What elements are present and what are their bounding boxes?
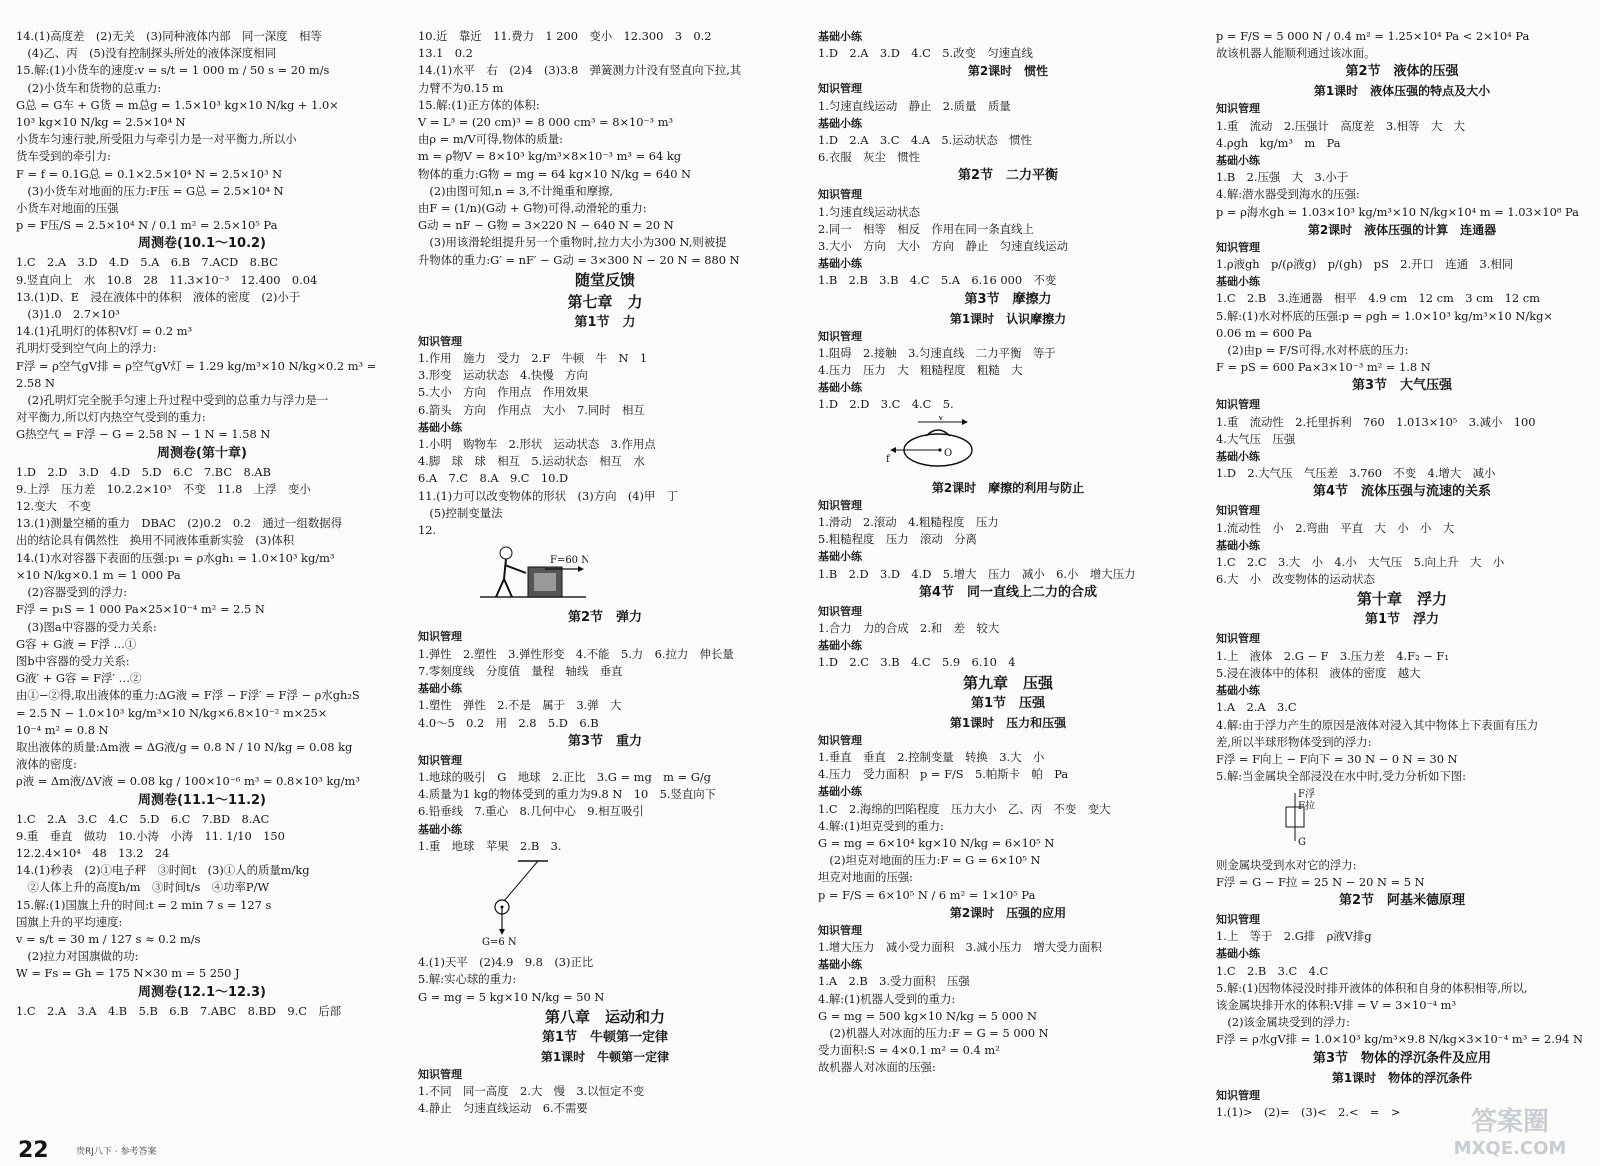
answer-line: (3)用该滑轮组提升另一个重物时,拉力大小为300 N,则被提 (418, 235, 727, 250)
answer-line: 5.解:(1)因物体浸没时排开液体的体积和自身的体积相等,所以, (1216, 980, 1528, 995)
answer-line: 1.B 2.D 3.D 4.D 5.增大 压力 减小 6.小 增大压力 (818, 566, 1136, 581)
answer-line: (2)坦克对地面的压力:F = G = 6×10⁵ N (818, 853, 1041, 868)
buoyancy-label: F浮 (1298, 789, 1315, 801)
answer-line: 1.C 2.B 3.连通器 相平 4.9 cm 12 cm 3 cm 12 cm (1216, 291, 1540, 306)
answer-line: 4.ρgh kg/m³ m Pa (1216, 135, 1341, 150)
answer-line: 由ρ = m/V可得,物体的质量: (418, 132, 563, 147)
lesson-heading: 第2课时 压强的应用 (949, 905, 1067, 920)
lesson-heading: 第2课时 惯性 (967, 64, 1049, 79)
answer-line: 升物体的重力:G′ = nF′ − G动 = 3×300 N − 20 N = 880 N (418, 252, 740, 267)
answer-line: 0.06 m = 600 Pa (1216, 325, 1312, 340)
answer-line: 12.变大 不变 (16, 499, 92, 514)
column-2 (418, 28, 792, 1136)
answer-line: 10⁻⁴ m² = 0.8 N (16, 722, 109, 737)
answer-line: 14.(1)孔明灯的体积V灯 = 0.2 m³ (16, 324, 193, 339)
answer-line: 4.静止 匀速直线运动 6.不需要 (418, 1101, 588, 1116)
subsection-label: 基础小练 (818, 550, 862, 564)
subsection-label: 知识管理 (1216, 912, 1260, 926)
answer-line: G = mg = 500 kg×10 N/kg = 5 000 N (818, 1008, 1037, 1023)
subsection-label: 知识管理 (818, 923, 862, 937)
answer-line: 1.(1)> (2)= (3)< 2.< = > (1216, 1104, 1401, 1119)
subsection-label: 知识管理 (1216, 504, 1260, 518)
answer-line: 差,所以半球形物体受到的浮力: (1216, 734, 1372, 749)
friction-label: f (886, 453, 890, 465)
answer-line: 图b中容器的受力关系: (16, 653, 130, 668)
answer-line: 1.重 流动性 2.托里拆利 760 1.013×10⁵ 3.减小 100 (1216, 414, 1536, 429)
section-heading: 第2节 阿基米德原理 (1338, 892, 1466, 908)
answer-line: 13.1 0.2 (418, 46, 473, 61)
footer-note: 贵RJ八下 · 参考答案 (76, 1147, 157, 1157)
lesson-heading: 第1课时 物体的浮沉条件 (1331, 1070, 1473, 1085)
answer-line: 12.2.4×10⁴ 48 13.2 24 (16, 845, 170, 860)
answer-line: G容 + G液 = F浮 …① (16, 636, 137, 651)
answer-line: 1.作用 施力 受力 2.F 牛顿 牛 N 1 (418, 351, 648, 366)
answer-line: 1.A 2.A 3.C (1216, 700, 1297, 715)
section-heading: 周测卷(12.1～12.3) (137, 984, 267, 1000)
answer-line: p = ρ海水gh = 1.03×10³ kg/m³×10 N/kg×10⁴ m = 1.03×10⁸ Pa (1216, 204, 1579, 219)
answer-line: 该金属块排开水的体积:V排 = V = 3×10⁻⁴ m³ (1216, 997, 1457, 1012)
lesson-heading: 第1课时 牛顿第一定律 (540, 1049, 670, 1064)
subsection-label: 知识管理 (1216, 102, 1260, 116)
subsection-label: 基础小练 (818, 381, 862, 395)
answer-line: 4.质量为1 kg的物体受到的重力为9.8 N 10 5.竖直向下 (418, 787, 717, 802)
answer-line: 4.解:由于浮力产生的原因是液体对浸入其中物体上下表面有压力 (1216, 717, 1539, 732)
answer-line: 4.解:(1)机器人受到的重力: (818, 991, 956, 1006)
answer-line: G液′ + G容 = F浮′ …② (16, 671, 142, 686)
answer-line: 1.重 流动 2.压强计 高度差 3.相等 大 大 (1216, 118, 1466, 133)
answer-line: 5.大小 方向 作用点 作用效果 (418, 385, 589, 400)
answer-line: 力臂不为0.15 m (418, 80, 504, 95)
answer-line: 13.(1)D、E 浸在液体中的体积 液体的密度 (2)小于 (16, 289, 301, 304)
answer-line: 4.大气压 压强 (1216, 431, 1296, 446)
question-line: 1.重 地球 苹果 2.B 3. (418, 838, 562, 853)
answer-line: 液体的密度: (16, 757, 77, 772)
answer-line: (2)容器受到的浮力: (16, 585, 128, 600)
answer-line: F = f = 0.1G总 = 0.1×2.5×10⁴ N = 2.5×10³ N (16, 166, 283, 181)
question-line: 12. (418, 523, 437, 538)
chapter-heading: 第十章 浮力 (1356, 590, 1447, 609)
answer-line: 9.竖直向上 水 10.8 28 11.3×10⁻³ 12.400 0.04 (16, 272, 318, 287)
answer-line: W = Fs = Gh = 175 N×30 m = 5 250 J (16, 966, 240, 981)
section-heading: 第3节 大气压强 (1351, 378, 1453, 394)
subsection-label: 基础小练 (818, 785, 862, 799)
answer-line: 10³ kg×10 N/kg = 2.5×10⁴ N (16, 115, 186, 130)
answer-line: 2.同一 相等 相反 作用在同一条直线上 (818, 221, 1034, 236)
chapter-heading: 第七章 力 (567, 292, 643, 311)
answer-line: G = mg = 5 kg×10 N/kg = 50 N (418, 989, 605, 1004)
answer-line: 11.(1)力可以改变物体的形状 (3)方向 (4)甲 丁 (418, 488, 679, 503)
answer-line: 1.C 2.C 3.大 小 4.小 大气压 5.向上升 大 小 (1216, 555, 1505, 570)
subsection-label: 基础小练 (818, 116, 862, 130)
section-heading: 第3节 摩擦力 (964, 291, 1052, 307)
answer-line: p = F/S = 5 000 N / 0.4 m² = 1.25×10⁴ Pa < 2×10⁴ Pa (1216, 29, 1530, 43)
answer-line: 1.B 2.B 3.B 4.C 5.A 6.16 000 不变 (818, 273, 1057, 288)
answer-line: 4.0～5 0.2 用 2.8 5.D 6.B (418, 715, 599, 730)
answer-line: 1.B 2.压强 大 3.小于 (1216, 170, 1349, 185)
answer-line: 1.滑动 2.滚动 4.粗糙程度 压力 (818, 515, 999, 530)
lesson-heading: 第1课时 压力和压强 (949, 715, 1067, 730)
answer-line: F浮 = p₁S = 1 000 Pa×25×10⁻⁴ m² = 2.5 N (16, 602, 265, 617)
lesson-heading: 第1课时 液体压强的特点及大小 (1313, 84, 1491, 99)
center-label: O (944, 447, 953, 459)
subsection-label: 基础小练 (1216, 684, 1260, 698)
answer-line: (5)控制变量法 (418, 505, 503, 520)
answer-line: 15.解:(1)国旗上升的时间:t = 2 min 7 s = 127 s (16, 897, 272, 912)
answer-line: 坦克对地面的压强: (818, 870, 913, 885)
answer-line: V = L³ = (20 cm)³ = 8 000 cm³ = 8×10⁻³ m³ (418, 115, 674, 130)
subsection-label: 知识管理 (818, 604, 862, 618)
answer-line: (2)小货车和货物的总重力: (16, 80, 162, 95)
answer-line: 5.浸在液体中的体积 液体的密度 越大 (1216, 665, 1421, 680)
section-heading: 周测卷(第十章) (157, 445, 247, 461)
section-heading: 第4节 同一直线上二力的合成 (918, 584, 1098, 600)
push-figure (478, 541, 588, 601)
answer-line: (2)孔明灯完全脱手匀速上升过程中受到的总重力与浮力是一 (16, 393, 329, 408)
answer-line: 则金属块受到水对它的浮力: (1216, 857, 1357, 872)
answer-line: (2)该金属块受到的浮力: (1216, 1015, 1350, 1030)
subsection-label: 知识管理 (1216, 1088, 1260, 1102)
answer-line: 小货车对地面的压强 (16, 201, 119, 216)
answer-line: 5.粗糙程度 压力 滚动 分离 (818, 532, 977, 547)
answer-line: 国旗上升的平均速度: (16, 914, 123, 929)
answer-line: ×10 N/kg×0.1 m = 1 000 Pa (16, 567, 181, 582)
section-heading: 第1节 力 (574, 314, 636, 330)
answer-line: 2.58 N (16, 375, 55, 390)
answer-line: 故该机器人能顺利通过该冰面。 (1216, 46, 1376, 61)
answer-line: 取出液体的质量:Δm液 = ΔG液/g = 0.8 N / 10 N/kg = 0.08 kg (16, 739, 353, 754)
curl-figure (878, 416, 998, 472)
subsection-label: 基础小练 (818, 639, 862, 653)
subsection-label: 基础小练 (418, 420, 462, 434)
answer-line: 1.ρ液gh p/(ρ液g) p/(gh) pS 2.开口 连通 3.相同 (1216, 257, 1514, 272)
answer-line: 1.匀速直线运动状态 (818, 204, 920, 219)
answer-line: 1.流动性 小 2.弯曲 平直 大 小 小 大 (1216, 520, 1455, 535)
answer-line: F浮 = ρ空气gV排 = ρ空气gV灯 = 1.29 kg/m³×10 N/kg×0.2 m³ = (16, 358, 377, 373)
subsection-label: 基础小练 (818, 958, 862, 972)
lesson-heading: 第2课时 摩擦的利用与防止 (931, 480, 1085, 495)
lesson-heading: 第2课时 液体压强的计算 连通器 (1307, 222, 1497, 237)
answer-line: 3.大小 方向 大小 方向 静止 匀速直线运动 (818, 239, 1069, 254)
answer-line: F浮 = F向上 − F向下 = 30 N − 0 N = 30 N (1216, 751, 1458, 766)
answer-line: 10.近 靠近 11.费力 1 200 变小 12.300 3 0.2 (418, 29, 712, 43)
answer-line: 1.小明 购物车 2.形状 运动状态 3.作用点 (418, 437, 656, 452)
answer-line: 4.压力 压力 大 粗糙程度 粗糙 大 (818, 363, 1023, 378)
ball-figure (478, 857, 568, 947)
section-heading: 第3节 物体的浮沉条件及应用 (1312, 1050, 1492, 1066)
chapter-heading: 随堂反馈 (574, 270, 635, 289)
answer-line: 1.匀速直线运动 静止 2.质量 质量 (818, 98, 1011, 113)
question-line: 1.D 2.D 3.C 4.C 5. (818, 397, 954, 412)
answer-line: 9.上浮 压力差 10.2.2×10³ 不变 11.8 上浮 变小 (16, 481, 311, 496)
answer-line: 7.零刻度线 分度值 量程 轴线 垂直 (418, 663, 623, 678)
answer-line: (3)图a中容器的受力关系: (16, 619, 157, 634)
section-heading: 第2节 弹力 (567, 610, 643, 626)
answer-line: 1.不同 同一高度 2.大 慢 3.以恒定不变 (418, 1083, 645, 1098)
answer-line: 1.上 液体 2.G − F 3.压力差 4.F₂ − F₁ (1216, 648, 1449, 663)
subsection-label: 基础小练 (418, 682, 462, 696)
answer-line: 4.解:(1)坦克受到的重力: (818, 818, 944, 833)
weight-label: G (1298, 837, 1306, 849)
answer-line: 1.塑性 弹性 2.不是 属于 3.弹 大 (418, 698, 622, 713)
answer-line: 14.(1)水对容器下表面的压强:p₁ = ρ水gh₁ = 1.0×10³ kg/m³ (16, 550, 335, 565)
answer-line: 1.地球的吸引 G 地球 2.正比 3.G = mg m = G/g (418, 769, 711, 784)
answer-line: 1.C 2.海绵的凹陷程度 压力大小 乙、丙 不变 变大 (818, 801, 1111, 816)
answer-line: 1.C 2.B 3.C 4.C (1216, 963, 1329, 978)
answer-line: 1.合力 力的合成 2.和 差 较大 (818, 621, 1000, 636)
answer-line: 1.D 2.A 3.C 4.A 5.运动状态 惯性 (818, 133, 1032, 148)
section-heading: 第2节 液体的压强 (1345, 64, 1459, 80)
answer-line: p = F压/S = 2.5×10⁴ N / 0.1 m² = 2.5×10⁵ Pa (16, 218, 278, 233)
answer-line: 13.(1)测量空桶的重力 DBAC (2)0.2 0.2 通过一组数据得 (16, 516, 343, 531)
subsection-label: 知识管理 (818, 329, 862, 343)
answer-line: 小货车匀速行驶,所受阻力与牵引力是一对平衡力,所以小 (16, 132, 297, 147)
answer-line: (2)机器人对冰面的压力:F = G = 5 000 N (818, 1025, 1049, 1040)
section-heading: 第2节 二力平衡 (957, 168, 1059, 184)
answer-line: 1.C 2.A 3.A 4.B 5.B 6.B 7.ABC 8.BD 9.C 后部 (16, 1003, 342, 1018)
answer-line: 6.箭头 方向 作用点 大小 7.同时 相互 (418, 402, 645, 417)
answer-line: 15.解:(1)正方体的体积: (418, 97, 540, 112)
section-heading: 第3节 重力 (567, 733, 643, 749)
answer-line: ②人体上升的高度h/m ③时间t/s ④功率P/W (16, 880, 270, 895)
subsection-label: 基础小练 (1216, 947, 1260, 961)
subsection-label: 基础小练 (818, 30, 862, 43)
answer-line: 9.重 垂直 做功 10.小涛 小涛 11. 1/10 150 (16, 828, 285, 843)
answer-line: F浮 = G − F拉 = 25 N − 20 N = 5 N (1216, 874, 1425, 889)
answer-line: G热空气 = F浮 − G = 2.58 N − 1 N = 1.58 N (16, 427, 271, 442)
subsection-label: 知识管理 (1216, 398, 1260, 412)
subsection-label: 知识管理 (818, 82, 862, 96)
answer-line: 1.上 等于 2.G排 ρ液V排g (1216, 929, 1372, 944)
subsection-label: 知识管理 (418, 1067, 462, 1081)
answer-line: (2)由图可知,n = 3,不计绳重和摩擦, (418, 183, 614, 198)
section-heading: 第1节 牛顿第一定律 (541, 1029, 669, 1045)
answer-line: 14.(1)秒表 (2)①电子秤 ③时间t (3)①人的质量m/kg (16, 863, 310, 878)
chapter-heading: 第八章 运动和力 (544, 1007, 665, 1026)
answer-line: 6.A 7.C 8.A 9.C 10.D (418, 471, 569, 486)
lesson-heading: 第1课时 认识摩擦力 (949, 311, 1067, 326)
answer-line: 1.D 2.C 3.B 4.C 5.9 6.10 4 (818, 655, 1016, 670)
answer-line: 由F = (1/n)(G动 + G物)可得,动滑轮的重力: (418, 201, 647, 216)
answer-line: p = F/S = 6×10⁵ N / 6 m² = 1×10⁵ Pa (818, 887, 1036, 902)
answer-line: F浮 = ρ水gV排 = 1.0×10³ kg/m³×9.8 N/kg×3×10⁻⁴ m³ = 2.94 N (1216, 1032, 1584, 1047)
answer-line: 14.(1)高度差 (2)无关 (3)同种液体内部 同一深度 相等 (16, 29, 322, 43)
answer-line: (3)1.0 2.7×10³ (16, 307, 120, 322)
answer-line: 对平衡力,所以灯内热空气受到的重力: (16, 410, 206, 425)
answer-line: G动 = nF − G物 = 3×220 N − 640 N = 20 N (418, 218, 674, 233)
answer-line: 1.C 2.A 3.D 4.D 5.A 6.B 7.ACD 8.BC (16, 255, 278, 270)
answer-line: 1.阻碍 2.接触 3.匀速直线 二力平衡 等于 (818, 345, 1056, 360)
answer-line: 15.解:(1)小货车的速度:v = s/t = 1 000 m / 50 s = 20 m/s (16, 63, 330, 78)
section-heading: 第4节 流体压强与流速的关系 (1312, 484, 1492, 500)
answer-line: F = pS = 600 Pa×3×10⁻³ m² = 1.8 N (1216, 360, 1431, 375)
subsection-label: 知识管理 (418, 334, 462, 348)
subsection-label: 基础小练 (818, 257, 862, 271)
answer-line: 出的结论具有偶然性 换用不同液体重新实验 (3)体积 (16, 533, 295, 548)
answer-line: 由①−②得,取出液体的重力:ΔG液 = F浮 − F浮′ = F浮 − ρ水gh₂S (16, 688, 360, 703)
answer-line: 14.(1)水平 右 (2)4 (3)3.8 弹簧测力计没有竖直向下拉,其 (418, 63, 742, 78)
answer-line: 货车受到的牵引力: (16, 149, 111, 164)
section-heading: 第1节 浮力 (1364, 612, 1440, 628)
answer-line: m = ρ物V = 8×10³ kg/m³×8×10⁻³ m³ = 64 kg (418, 149, 682, 164)
chapter-heading: 第九章 压强 (962, 673, 1053, 692)
gravity-label: G=6 N (482, 936, 517, 947)
column-4 (1216, 28, 1588, 1136)
subsection-label: 知识管理 (418, 753, 462, 767)
answer-line: 6.衣服 灰尘 惯性 (818, 150, 920, 165)
answer-line: 6.铅垂线 7.重心 8.几何中心 9.相互吸引 (418, 804, 644, 819)
answer-line: 3.形变 运动状态 4.快慢 方向 (418, 368, 588, 383)
force-label: F=60 N (550, 555, 588, 567)
answer-line: 4.压力 受力面积 p = F/S 5.帕斯卡 帕 Pa (818, 767, 1069, 782)
subsection-label: 知识管理 (818, 188, 862, 202)
answer-line: 4.脚 球 球 相互 5.运动状态 相互 水 (418, 454, 645, 469)
block-figure (1276, 787, 1316, 849)
subsection-label: 基础小练 (1216, 154, 1260, 168)
question-line: 5.解:当金属块全部浸没在水中时,受力分析如下图: (1216, 769, 1466, 784)
answer-line: 1.弹性 2.塑性 3.弹性形变 4.不能 5.力 6.拉力 伸长量 (418, 646, 734, 661)
page-number: 22 (18, 1138, 49, 1163)
subsection-label: 知识管理 (818, 498, 862, 512)
column-3 (818, 28, 1198, 1136)
answer-line: 1.垂直 垂直 2.控制变量 转换 3.大 小 (818, 749, 1045, 764)
watermark-bottom: MXQE.COM (1453, 1138, 1567, 1159)
answer-line: 6.大 小 改变物体的运动状态 (1216, 572, 1375, 587)
section-heading: 周测卷(11.1～11.2) (137, 792, 267, 808)
answer-line: = 2.5 N − 1.0×10³ kg/m³×10 N/kg×6.8×10⁻² m×25× (16, 705, 328, 720)
answer-line: 1.D 2.大气压 气压差 3.760 不变 4.增大 减小 (1216, 466, 1496, 481)
tension-label: F拉 (1298, 801, 1315, 813)
subsection-label: 基础小练 (1216, 538, 1260, 552)
subsection-label: 知识管理 (1216, 240, 1260, 254)
answer-line: G总 = G车 + G货 = m总g = 1.5×10³ kg×10 N/kg + 1.0× (16, 97, 339, 112)
subsection-label: 基础小练 (418, 822, 462, 836)
answer-line: 1.C 2.A 3.C 4.C 5.D 6.C 7.BD 8.AC (16, 811, 270, 826)
answer-line: G = mg = 6×10⁴ kg×10 N/kg = 6×10⁵ N (818, 835, 1055, 850)
answer-line: 1.D 2.A 3.D 4.C 5.改变 匀速直线 (818, 46, 1033, 61)
answer-line: 4.解:潜水器受到海水的压强: (1216, 187, 1360, 202)
answer-line: (4)乙、丙 (5)没有控制探头所处的液体深度相同 (16, 46, 277, 61)
subsection-label: 基础小练 (1216, 450, 1260, 464)
answer-line: 物体的重力:G物 = mg = 64 kg×10 N/kg = 640 N (418, 166, 692, 181)
answer-line: ρ液 = Δm液/ΔV液 = 0.08 kg / 100×10⁻⁶ m³ = 0.8×10³ kg/m³ (16, 774, 360, 789)
site-watermark-logo (1430, 1102, 1590, 1160)
subsection-label: 知识管理 (418, 630, 462, 644)
answer-line: 1.增大压力 减小受力面积 3.减小压力 增大受力面积 (818, 939, 1102, 954)
answer-line: (2)拉力对国旗做的功: (16, 949, 139, 964)
velocity-label: v (938, 415, 944, 423)
answer-line: (3)小货车对地面的压力:F压 = G总 = 2.5×10⁴ N (16, 183, 284, 198)
watermark-top: 答案圈 (1470, 1107, 1550, 1137)
section-heading: 第1节 压强 (970, 695, 1046, 711)
answer-line: v = s/t = 30 m / 127 s ≈ 0.2 m/s (16, 931, 201, 946)
answer-line: 孔明灯受到空气向上的浮力: (16, 341, 157, 356)
subsection-label: 基础小练 (1216, 275, 1260, 289)
answer-line: (2)由p = F/S可得,水对杯底的压力: (1216, 343, 1409, 358)
subsection-label: 知识管理 (1216, 632, 1260, 646)
answer-line: 故机器人对冰面的压强: (818, 1060, 936, 1075)
answer-line: 受力面积:S = 4×0.1 m² = 0.4 m² (818, 1043, 1000, 1058)
answer-line: 4.(1)天平 (2)4.9 9.8 (3)正比 (418, 955, 594, 970)
answer-line: 5.解:实心球的重力: (418, 972, 517, 987)
column-1 (16, 28, 388, 1136)
answer-line: 5.解:(1)水对杯底的压强:p = ρgh = 1.0×10³ kg/m³×10 N/kg× (1216, 308, 1553, 323)
answer-line: 1.D 2.D 3.D 4.D 5.D 6.C 7.BC 8.AB (16, 464, 271, 479)
subsection-label: 知识管理 (818, 733, 862, 747)
answer-line: 1.A 2.B 3.受力面积 压强 (818, 974, 970, 989)
section-heading: 周测卷(10.1～10.2) (137, 236, 267, 252)
